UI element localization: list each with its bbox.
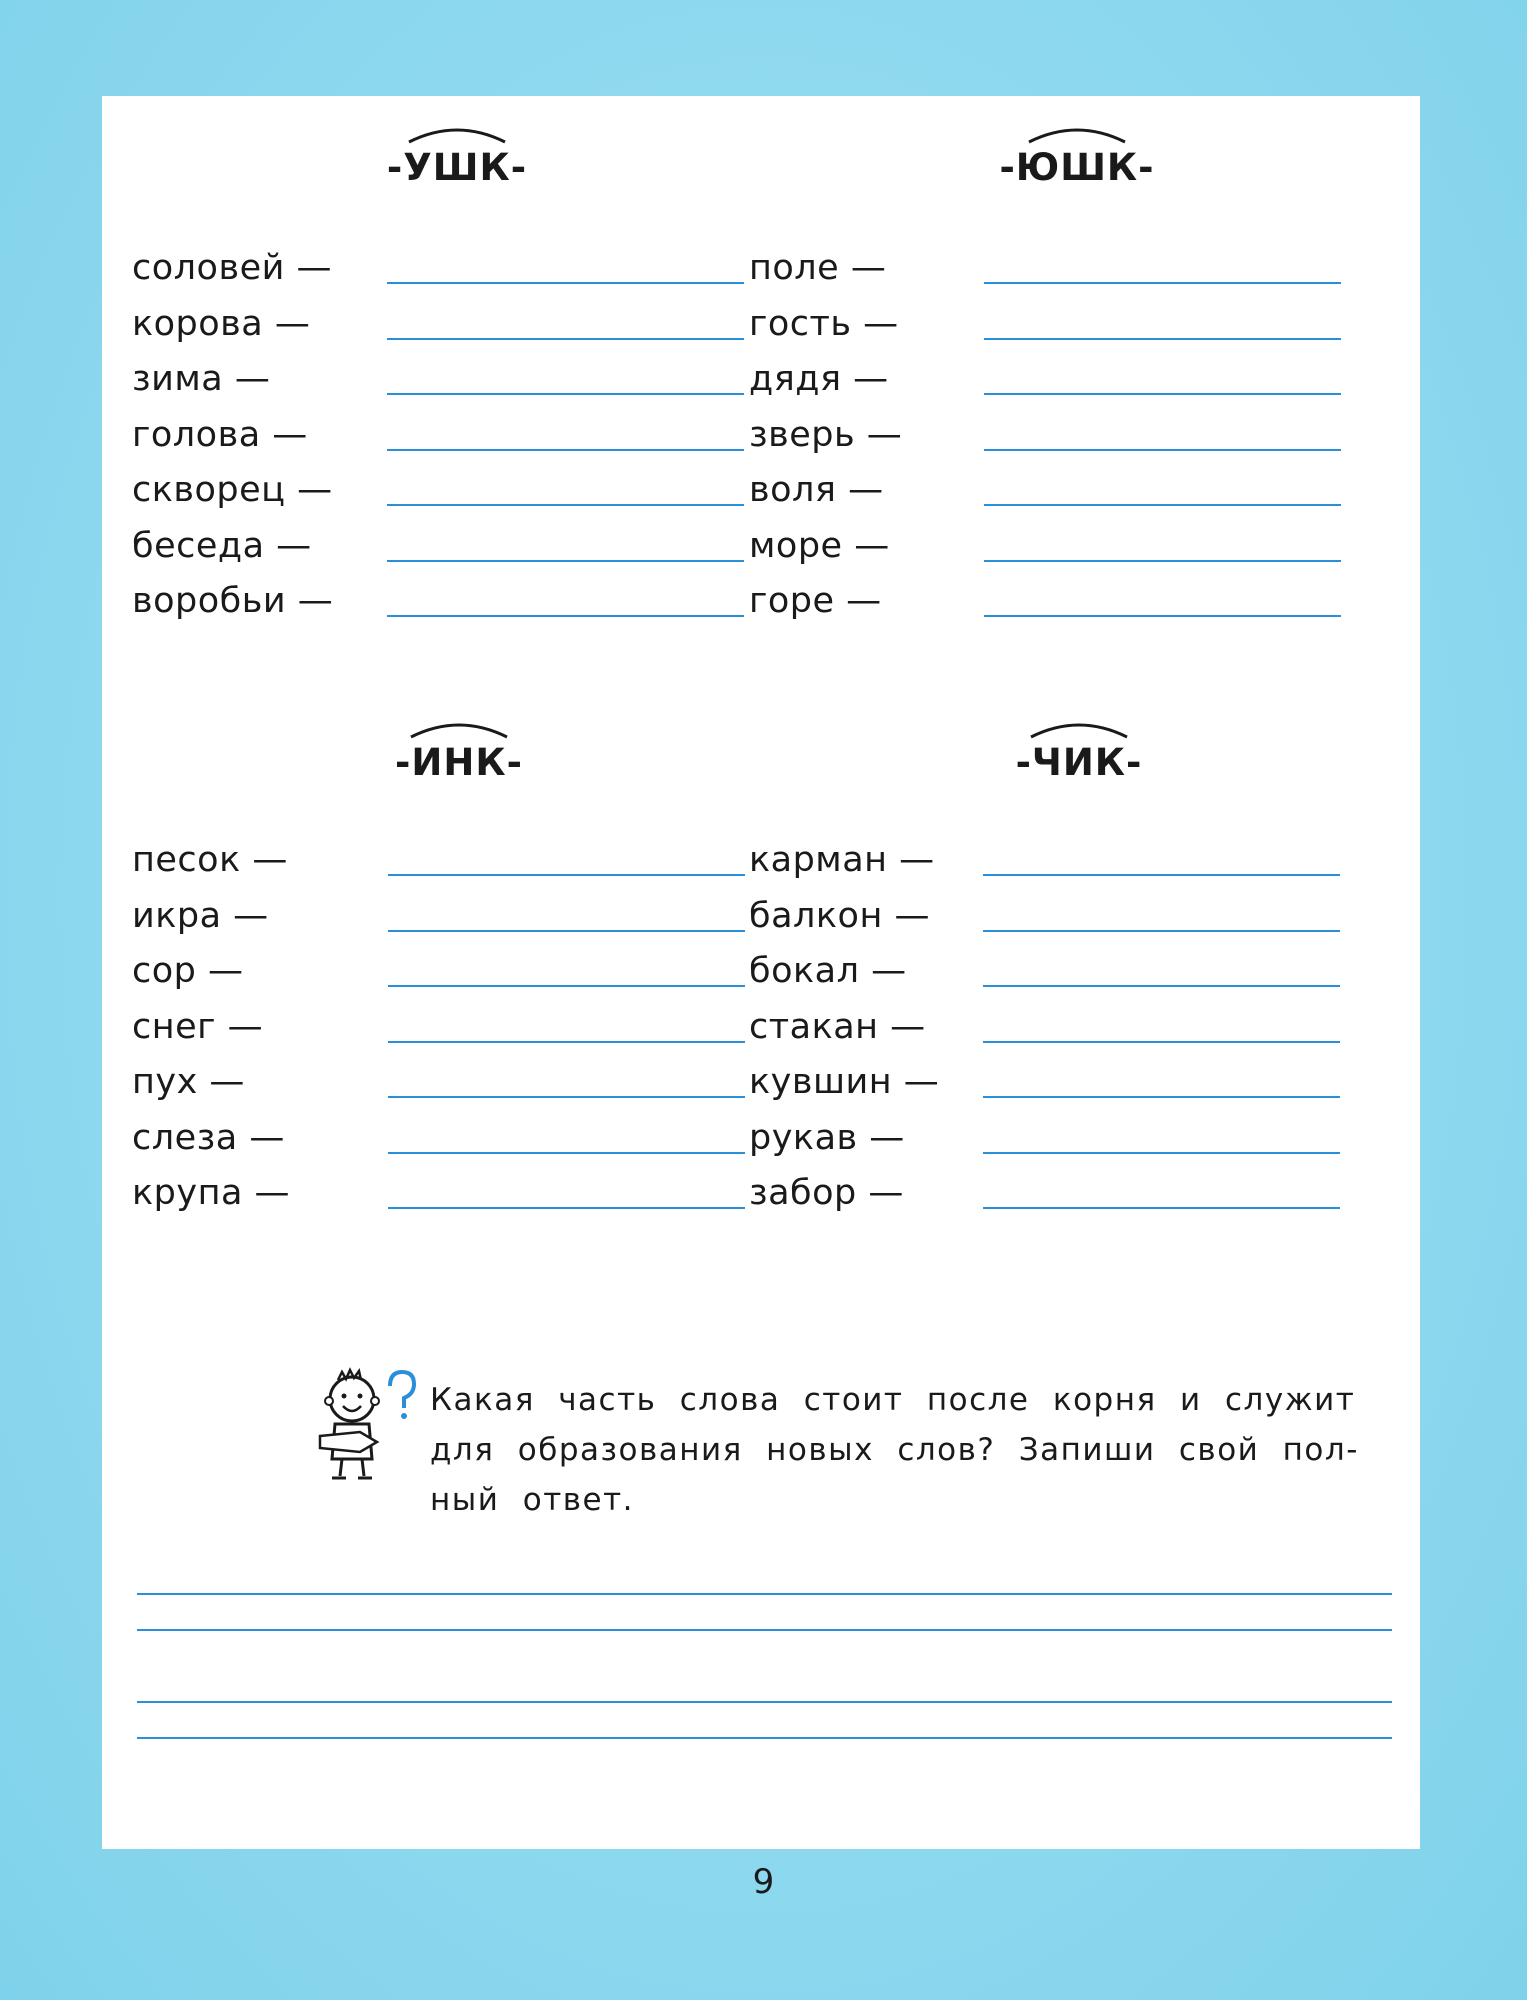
- answer-blank[interactable]: [983, 1041, 1340, 1043]
- answer-blank[interactable]: [387, 393, 744, 395]
- word-label: снег —: [132, 1006, 264, 1047]
- suffix-roof-icon: [407, 122, 507, 144]
- section-bottom: [102, 686, 1420, 1246]
- page-number: 9: [752, 1862, 775, 1902]
- section-top: [102, 96, 1420, 656]
- answer-blank[interactable]: [388, 1041, 745, 1043]
- answer-blank[interactable]: [387, 449, 744, 451]
- answer-blank[interactable]: [984, 393, 1341, 395]
- worksheet-page: [102, 96, 1420, 1849]
- list-item: [132, 951, 722, 1007]
- list-item: [132, 1173, 722, 1229]
- answer-blank[interactable]: [983, 1152, 1340, 1154]
- word-label: воля —: [749, 470, 884, 510]
- answer-blank[interactable]: [388, 1207, 745, 1209]
- list-item: [749, 951, 1349, 1007]
- word-list-ushk: [132, 248, 722, 637]
- suffix-title: -ЧИК-: [1015, 741, 1143, 784]
- list-item: [749, 304, 1349, 360]
- answer-blank[interactable]: [388, 1096, 745, 1098]
- word-label: поле —: [749, 248, 887, 288]
- word-label: стакан —: [749, 1006, 926, 1047]
- list-item: [132, 581, 722, 637]
- word-label: дядя —: [749, 359, 889, 399]
- word-label: зверь —: [749, 414, 903, 455]
- answer-blank[interactable]: [984, 615, 1341, 617]
- suffix-roof-icon: [1029, 717, 1129, 739]
- question-line-2: для образования новых слов? Запиши свой пол-: [430, 1432, 1359, 1468]
- list-item: [132, 415, 722, 471]
- list-item: [749, 840, 1349, 896]
- word-label: воробьи —: [132, 581, 334, 621]
- list-item: [132, 896, 722, 952]
- word-label: рукав —: [749, 1117, 905, 1158]
- word-label: икра —: [132, 895, 269, 936]
- list-item: [132, 840, 722, 896]
- list-item: [749, 1118, 1349, 1174]
- answer-blank[interactable]: [984, 449, 1341, 451]
- answer-blank[interactable]: [387, 615, 744, 617]
- list-item: [132, 359, 722, 415]
- word-label: пух —: [132, 1062, 245, 1102]
- word-label: соловей —: [132, 248, 332, 288]
- answer-blank[interactable]: [387, 560, 744, 562]
- list-item: [132, 526, 722, 582]
- answer-line[interactable]: [137, 1701, 1392, 1703]
- question-line-3: ный ответ.: [430, 1482, 635, 1518]
- word-list-chik: [749, 840, 1349, 1229]
- question-text: [430, 1375, 1430, 1525]
- suffix-heading-chik: [964, 717, 1194, 784]
- word-label: сор —: [132, 951, 244, 991]
- word-label: забор —: [749, 1173, 904, 1213]
- suffix-roof-icon: [409, 717, 509, 739]
- list-item: [749, 415, 1349, 471]
- suffix-roof-icon: [1027, 122, 1127, 144]
- suffix-heading-ink: [344, 717, 574, 784]
- suffix-title: -ИНК-: [395, 741, 523, 784]
- list-item: [132, 1062, 722, 1118]
- list-item: [749, 896, 1349, 952]
- word-list-yushk: [749, 248, 1349, 637]
- word-list-ink: [132, 840, 722, 1229]
- answer-blank[interactable]: [984, 282, 1341, 284]
- answer-blank[interactable]: [387, 338, 744, 340]
- word-label: беседа —: [132, 525, 312, 566]
- list-item: [749, 581, 1349, 637]
- answer-blank[interactable]: [388, 985, 745, 987]
- list-item: [749, 359, 1349, 415]
- word-label: балкон —: [749, 895, 930, 936]
- answer-blank[interactable]: [983, 930, 1340, 932]
- word-label: зима —: [132, 359, 271, 399]
- answer-line[interactable]: [137, 1629, 1392, 1631]
- suffix-heading-yushk: [962, 122, 1192, 189]
- answer-blank[interactable]: [388, 1152, 745, 1154]
- word-label: песок —: [132, 840, 288, 880]
- list-item: [132, 248, 722, 304]
- word-label: слеза —: [132, 1117, 285, 1158]
- word-label: крупа —: [132, 1173, 291, 1213]
- list-item: [749, 1062, 1349, 1118]
- answer-blank[interactable]: [983, 985, 1340, 987]
- answer-line[interactable]: [137, 1593, 1392, 1595]
- answer-blank[interactable]: [984, 338, 1341, 340]
- suffix-heading-ushk: [342, 122, 572, 189]
- list-item: [749, 248, 1349, 304]
- list-item: [749, 1007, 1349, 1063]
- answer-line[interactable]: [137, 1737, 1392, 1739]
- answer-blank[interactable]: [388, 874, 745, 876]
- list-item: [749, 470, 1349, 526]
- answer-blank[interactable]: [388, 930, 745, 932]
- suffix-title: -ЮШК-: [999, 146, 1155, 189]
- answer-blank[interactable]: [983, 874, 1340, 876]
- word-label: корова —: [132, 303, 311, 344]
- boy-question-mark-icon: [302, 1364, 422, 1494]
- word-label: кувшин —: [749, 1062, 940, 1102]
- answer-blank[interactable]: [387, 504, 744, 506]
- suffix-title: -УШК-: [386, 146, 528, 189]
- word-label: бокал —: [749, 951, 907, 991]
- question-line-1: Какая часть слова стоит после корня и служит: [430, 1382, 1356, 1418]
- word-label: горе —: [749, 581, 882, 621]
- list-item: [749, 526, 1349, 582]
- list-item: [132, 304, 722, 360]
- word-label: карман —: [749, 840, 935, 880]
- list-item: [132, 1007, 722, 1063]
- word-label: море —: [749, 525, 890, 566]
- list-item: [132, 470, 722, 526]
- answer-blank[interactable]: [983, 1207, 1340, 1209]
- word-label: скворец —: [132, 470, 333, 510]
- answer-blank[interactable]: [983, 1096, 1340, 1098]
- answer-blank[interactable]: [984, 504, 1341, 506]
- word-label: голова —: [132, 414, 308, 455]
- word-label: гость —: [749, 303, 899, 344]
- list-item: [749, 1173, 1349, 1229]
- answer-blank[interactable]: [387, 282, 744, 284]
- answer-blank[interactable]: [984, 560, 1341, 562]
- list-item: [132, 1118, 722, 1174]
